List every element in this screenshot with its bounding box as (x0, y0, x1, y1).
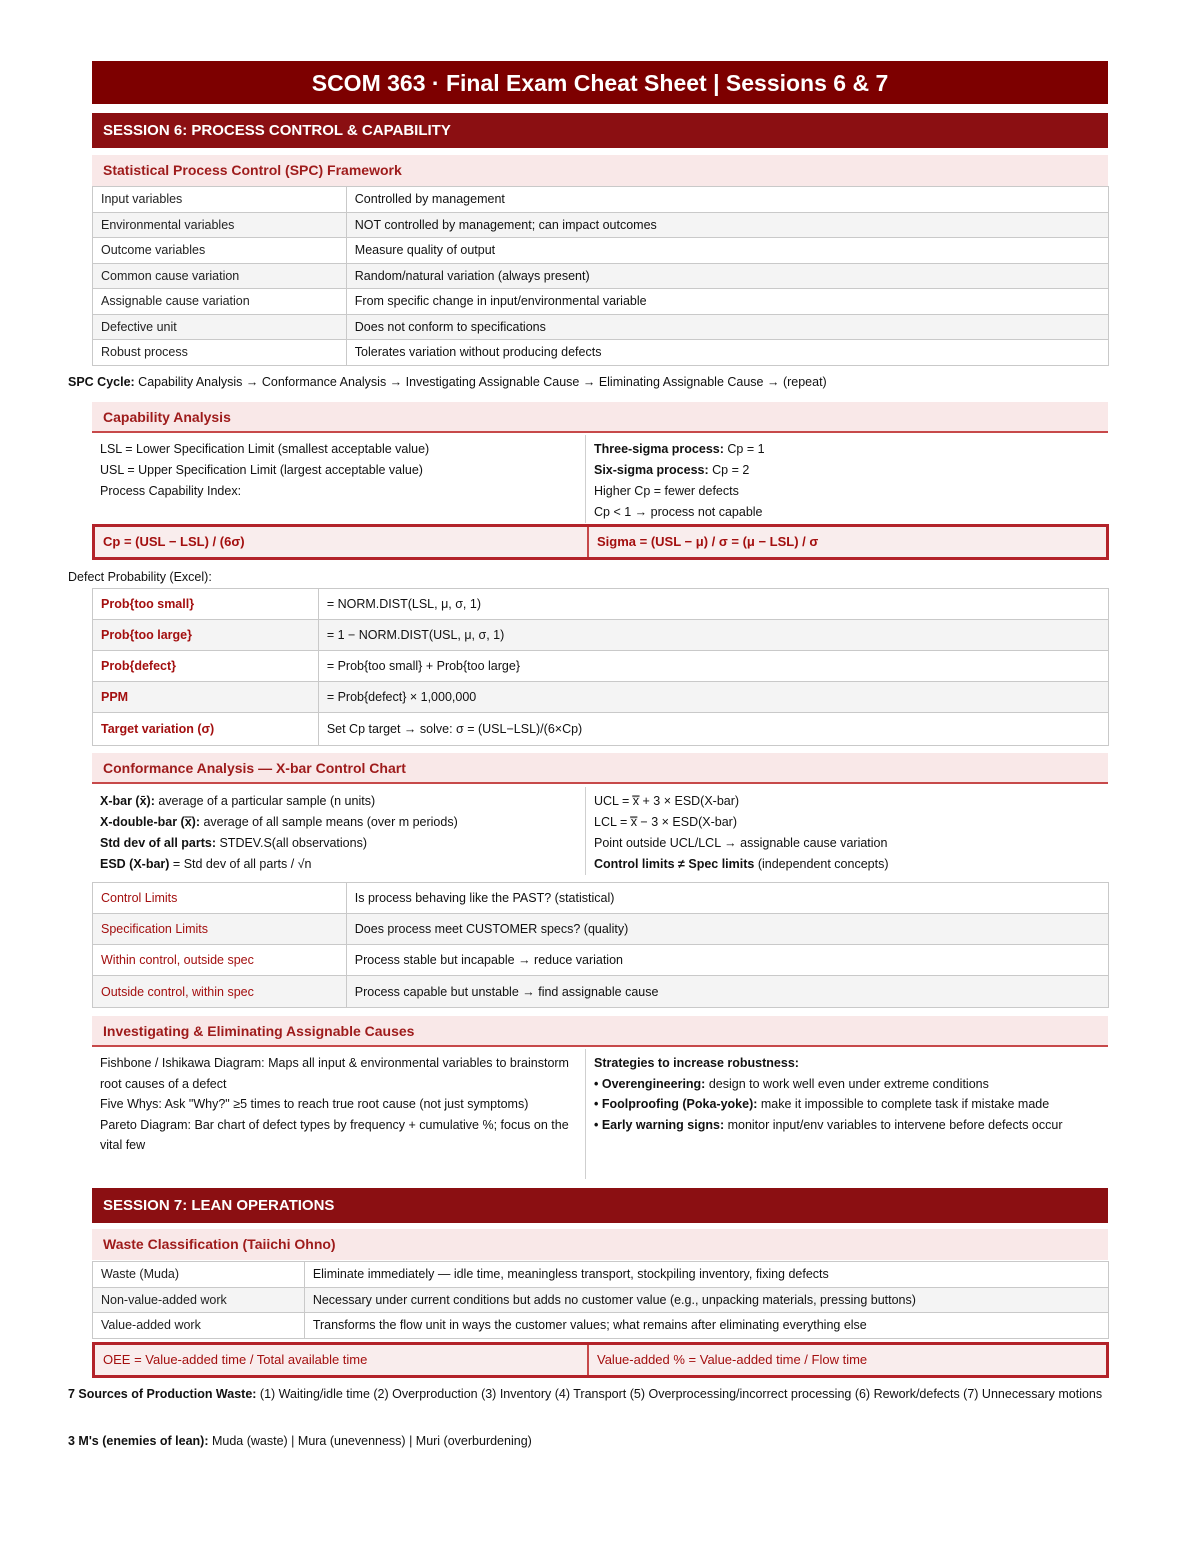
table-row (93, 589, 1109, 620)
term-cell: Waste (Muda) (93, 1262, 305, 1288)
definition-cell: Eliminate immediately — idle time, meaningless transport, stockpiling inventory, fixing defects (304, 1262, 1108, 1288)
definition-cell: Controlled by management (346, 187, 1108, 213)
capability-heading: Capability Analysis (92, 402, 1108, 433)
table-row (93, 314, 1109, 340)
term-cell: Value-added work (93, 1313, 305, 1339)
session6-heading: SESSION 6: PROCESS CONTROL & CAPABILITY (92, 113, 1108, 148)
fishbone-description: Maps all input & environmental variables to brainstorm root causes of a defect (100, 1056, 569, 1091)
xdouble-line (100, 812, 577, 833)
formula-cell: = Prob{defect} × 1,000,000 (318, 682, 1108, 713)
investigating-heading: Investigating & Eliminating Assignable Causes (92, 1016, 1108, 1047)
cp-formula: Cp = (USL − LSL) / (6σ) (95, 527, 589, 557)
page-title: SCOM 363 · Final Exam Cheat Sheet | Sessions 6 & 7 (92, 61, 1108, 104)
table-row (93, 1313, 1109, 1339)
conformance-definitions (92, 787, 1109, 875)
defect-probability-label: Defect Probability (Excel): (68, 570, 212, 584)
overengineering-text: design to work well even under extreme conditions (705, 1076, 989, 1091)
term-cell: Outside control, within spec (93, 976, 347, 1008)
capability-formula-box (92, 524, 1109, 560)
term-cell: Prob{too large} (93, 620, 319, 651)
six-sigma-value: Cp = 2 (708, 463, 750, 477)
definition-cell: Transforms the flow unit in ways the customer values; what remains after eliminating everything else (304, 1313, 1108, 1339)
formula-cell: = Prob{too small} + Prob{too large} (318, 651, 1108, 682)
stddev-text: STDEV.S(all observations) (216, 836, 367, 850)
fishbone-text (100, 1053, 577, 1094)
table-row (93, 945, 1109, 976)
capability-index-label: Process Capability Index: (100, 484, 242, 498)
spc-heading: Statistical Process Control (SPC) Framework (92, 155, 1108, 186)
spc-cycle (68, 375, 827, 389)
foolproofing-text: make it impossible to complete task if mistake made (757, 1097, 1050, 1111)
table-row (93, 682, 1109, 713)
xbar-text: average of a particular sample (n units) (154, 794, 376, 808)
table-row (93, 340, 1109, 366)
spc-table (92, 186, 1109, 366)
xbar-label: X-bar (x̄): (100, 794, 155, 808)
conformance-right-column (586, 787, 1109, 875)
point-outside-line: Point outside UCL/LCL → assignable cause variation (594, 836, 888, 850)
term-cell: Specification Limits (93, 914, 347, 945)
early-warning-item (594, 1115, 1101, 1136)
table-row (93, 238, 1109, 264)
xdouble-label: X-double-bar (x̿): (100, 815, 200, 829)
esd-label: ESD (X-bar) (100, 857, 170, 871)
overengineering-label: • Overengineering: (594, 1076, 706, 1091)
formula-cell: = NORM.DIST(LSL, μ, σ, 1) (318, 589, 1108, 620)
overengineering-item (594, 1074, 1101, 1095)
table-row (93, 263, 1109, 289)
six-sigma-label: Six-sigma process: (594, 463, 709, 477)
three-ms-list: Muda (waste) | Mura (unevenness) | Muri (overburdening) (208, 1434, 532, 1448)
xbar-line (100, 791, 577, 812)
seven-sources-label: 7 Sources of Production Waste: (68, 1387, 257, 1401)
table-row (93, 1287, 1109, 1313)
five-whys-description: Ask "Why?" ≥5 times to reach true root cause (not just symptoms) (161, 1097, 529, 1111)
ucl-line: UCL = x̿ + 3 × ESD(X-bar) (594, 794, 740, 808)
definition-cell: Random/natural variation (always present) (346, 263, 1108, 289)
xdouble-text: average of all sample means (over m periods) (200, 815, 458, 829)
five-whys-text (100, 1094, 577, 1115)
definition-cell: Process stable but incapable → reduce variation (346, 945, 1108, 976)
tools-column (92, 1049, 586, 1179)
stddev-line (100, 833, 577, 854)
term-cell: Target variation (σ) (93, 713, 319, 746)
definition-cell: Does not conform to specifications (346, 314, 1108, 340)
definition-cell: From specific change in input/environmental variable (346, 289, 1108, 315)
term-cell: Within control, outside spec (93, 945, 347, 976)
term-cell: Non-value-added work (93, 1287, 305, 1313)
investigating-content (92, 1049, 1109, 1179)
term-cell: Defective unit (93, 314, 347, 340)
capability-right-column (586, 435, 1109, 523)
term-cell: Common cause variation (93, 263, 347, 289)
pareto-label: Pareto Diagram: (100, 1117, 192, 1132)
table-row (93, 914, 1109, 945)
table-row (93, 651, 1109, 682)
three-ms-text (68, 1434, 532, 1448)
definition-cell: Tolerates variation without producing defects (346, 340, 1108, 366)
table-row (93, 976, 1109, 1008)
early-warning-label: • Early warning signs: (594, 1117, 725, 1132)
cp-less-than-one-note: Cp < 1 → process not capable (594, 505, 763, 519)
limits-comparison-table (92, 882, 1109, 1008)
pareto-description: Bar chart of defect types by frequency + cumulative %; focus on the vital few (100, 1117, 569, 1152)
three-sigma-label: Three-sigma process: (594, 442, 724, 456)
seven-sources-list: (1) Waiting/idle time (2) Overproduction (3) Inventory (4) Transport (5) Overprocessing/incorrect processing (6) Rework/defects (7) Unnecessary motions (256, 1387, 1103, 1401)
session7-heading: SESSION 7: LEAN OPERATIONS (92, 1188, 1108, 1223)
usl-definition: USL = Upper Specification Limit (largest acceptable value) (100, 463, 423, 477)
term-cell: Control Limits (93, 883, 347, 914)
term-cell: Environmental variables (93, 212, 347, 238)
higher-cp-note: Higher Cp = fewer defects (594, 484, 739, 498)
capability-definitions (92, 435, 1109, 523)
term-cell: Robust process (93, 340, 347, 366)
defect-probability-table (92, 588, 1109, 746)
waste-table (92, 1261, 1109, 1339)
foolproofing-item (594, 1094, 1101, 1115)
limits-text: (independent concepts) (754, 857, 889, 871)
robustness-column (586, 1049, 1109, 1179)
definition-cell: Necessary under current conditions but adds no customer value (e.g., unpacking materials, pressing buttons) (304, 1287, 1108, 1313)
oee-formula: OEE = Value-added time / Total available time (95, 1345, 589, 1375)
lsl-definition: LSL = Lower Specification Limit (smallest acceptable value) (100, 442, 430, 456)
three-sigma-value: Cp = 1 (723, 442, 765, 456)
three-sigma-line (594, 439, 1101, 460)
seven-sources-text (68, 1384, 1108, 1404)
table-row (93, 187, 1109, 213)
foolproofing-label: • Foolproofing (Poka-yoke): (594, 1097, 758, 1111)
definition-cell: Is process behaving like the PAST? (statistical) (346, 883, 1108, 914)
conformance-left-column (92, 787, 586, 875)
table-row (93, 212, 1109, 238)
pareto-text (100, 1115, 577, 1156)
lcl-line: LCL = x̿ − 3 × ESD(X-bar) (594, 815, 737, 829)
three-ms-label: 3 M's (enemies of lean): (68, 1434, 209, 1448)
waste-heading: Waste Classification (Taiichi Ohno) (92, 1229, 1108, 1260)
table-row (93, 620, 1109, 651)
spc-cycle-text: Capability Analysis → Conformance Analysis → Investigating Assignable Cause → Eliminating Assignable Cause → (repeat) (134, 375, 827, 389)
value-added-percent-formula: Value-added % = Value-added time / Flow time (597, 1352, 868, 1367)
sigma-formula: Sigma = (USL − μ) / σ = (μ − LSL) / σ (597, 534, 819, 549)
term-cell: Prob{defect} (93, 651, 319, 682)
table-row (93, 713, 1109, 746)
robustness-heading: Strategies to increase robustness: (594, 1056, 799, 1070)
term-cell: Prob{too small} (93, 589, 319, 620)
esd-line (100, 854, 577, 875)
capability-left-column (92, 435, 586, 523)
six-sigma-line (594, 460, 1101, 481)
definition-cell: Measure quality of output (346, 238, 1108, 264)
definition-cell: NOT controlled by management; can impact outcomes (346, 212, 1108, 238)
fishbone-label: Fishbone / Ishikawa Diagram: (100, 1056, 265, 1070)
term-cell: Input variables (93, 187, 347, 213)
definition-cell: Process capable but unstable → find assignable cause (346, 976, 1108, 1008)
table-row (93, 883, 1109, 914)
five-whys-label: Five Whys: (100, 1097, 162, 1111)
limits-label: Control limits ≠ Spec limits (594, 857, 755, 871)
early-warning-text: monitor input/env variables to intervene before defects occur (724, 1117, 1063, 1132)
formula-cell: Set Cp target → solve: σ = (USL−LSL)/(6×Cp) (318, 713, 1108, 746)
table-row (93, 1262, 1109, 1288)
limits-line (594, 854, 1101, 875)
esd-text: = Std dev of all parts / √n (169, 857, 312, 871)
stddev-label: Std dev of all parts: (100, 836, 216, 850)
term-cell: PPM (93, 682, 319, 713)
conformance-heading: Conformance Analysis — X-bar Control Chart (92, 753, 1108, 784)
lean-formula-box (92, 1342, 1109, 1378)
spc-cycle-label: SPC Cycle: (68, 375, 135, 389)
term-cell: Assignable cause variation (93, 289, 347, 315)
term-cell: Outcome variables (93, 238, 347, 264)
table-row (93, 289, 1109, 315)
formula-cell: = 1 − NORM.DIST(USL, μ, σ, 1) (318, 620, 1108, 651)
definition-cell: Does process meet CUSTOMER specs? (quality) (346, 914, 1108, 945)
